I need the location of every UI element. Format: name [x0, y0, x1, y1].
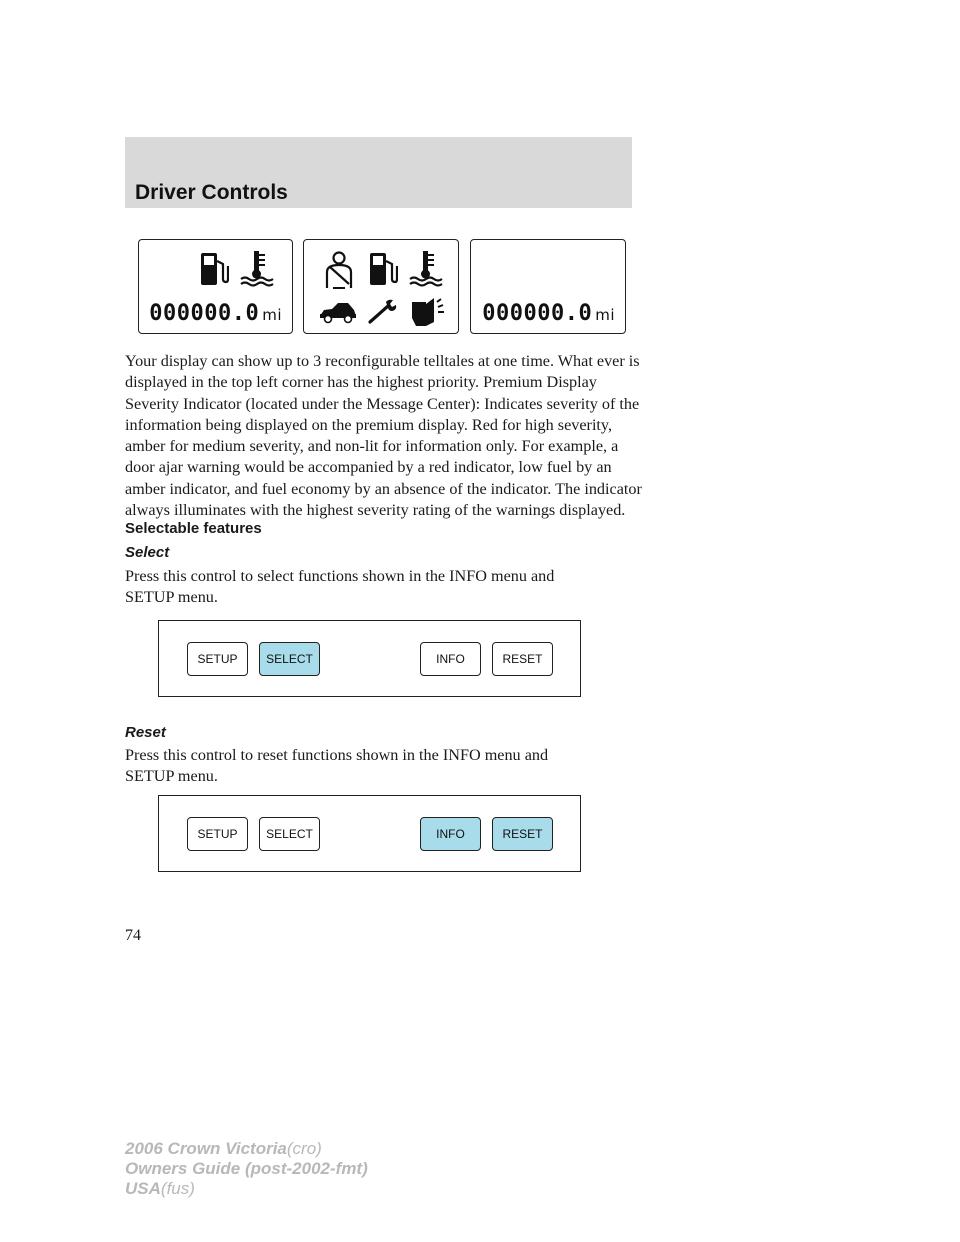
- odometer-left: [149, 301, 282, 326]
- door-ajar-icon: [408, 296, 448, 330]
- odometer-value: 000000.0: [482, 301, 593, 326]
- section-title: Driver Controls: [135, 181, 288, 204]
- select-description: Press this control to select functions shown in the INFO menu and SETUP menu.: [125, 567, 555, 607]
- seatbelt-icon: [322, 250, 356, 290]
- select-button[interactable]: SELECT: [259, 817, 320, 851]
- car-icon: [318, 300, 358, 324]
- footer-model: 2006 Crown Victoria: [125, 1139, 287, 1158]
- info-button[interactable]: INFO: [420, 817, 481, 851]
- footer-market: USA: [125, 1179, 161, 1198]
- display-panel-left: [138, 239, 293, 334]
- reset-description: Press this control to reset functions shown in the INFO menu and SETUP menu.: [125, 746, 549, 786]
- footer-market-code: (fus): [160, 1179, 195, 1198]
- control-panel-reset: [158, 795, 581, 872]
- body-paragraph: Your display can show up to 3 reconfigurable telltales at one time. What ever is displayed in the top left corner has the highest priority. Premium Display Severity Indicator (located under the Message Center): Indicates severity of the information being displayed on the premium display. Red for high severity, amber for medium severity, and non-lit for information only. For example, a door ajar warning would be accompanied by a red indicator, low fuel by an amber indicator, and fuel economy by an absence of the indicator. The indicator always illuminates with the highest severity rating of the warnings displayed.: [125, 352, 642, 520]
- footer-line-1: [125, 1139, 368, 1159]
- footer-line-2: Owners Guide (post-2002-fmt): [125, 1159, 368, 1178]
- fuel-pump-icon: [199, 251, 229, 287]
- setup-button[interactable]: SETUP: [187, 642, 248, 676]
- info-button[interactable]: INFO: [420, 642, 481, 676]
- odometer-unit: mi: [262, 306, 282, 324]
- display-panel-right: [470, 239, 626, 334]
- coolant-temp-icon: [408, 249, 446, 287]
- selectable-features-heading: Selectable features: [125, 520, 262, 537]
- wrench-icon: [366, 298, 398, 326]
- reset-button[interactable]: RESET: [492, 817, 553, 851]
- document-footer: [125, 1139, 368, 1199]
- display-panel-center: [303, 239, 459, 334]
- control-panel-select: [158, 620, 581, 697]
- footer-line-3: [125, 1179, 368, 1199]
- section-header: [125, 137, 632, 208]
- odometer-value: 000000.0: [149, 301, 260, 326]
- odometer-right: [482, 301, 615, 326]
- reset-button[interactable]: RESET: [492, 642, 553, 676]
- coolant-temp-icon: [239, 249, 277, 287]
- odometer-unit: mi: [595, 306, 615, 324]
- footer-model-code: (cro): [286, 1139, 322, 1158]
- select-button[interactable]: SELECT: [259, 642, 320, 676]
- reset-heading: Reset: [125, 724, 166, 741]
- select-heading: Select: [125, 544, 170, 561]
- fuel-pump-icon: [368, 251, 398, 287]
- page-number: 74: [125, 927, 141, 944]
- setup-button[interactable]: SETUP: [187, 817, 248, 851]
